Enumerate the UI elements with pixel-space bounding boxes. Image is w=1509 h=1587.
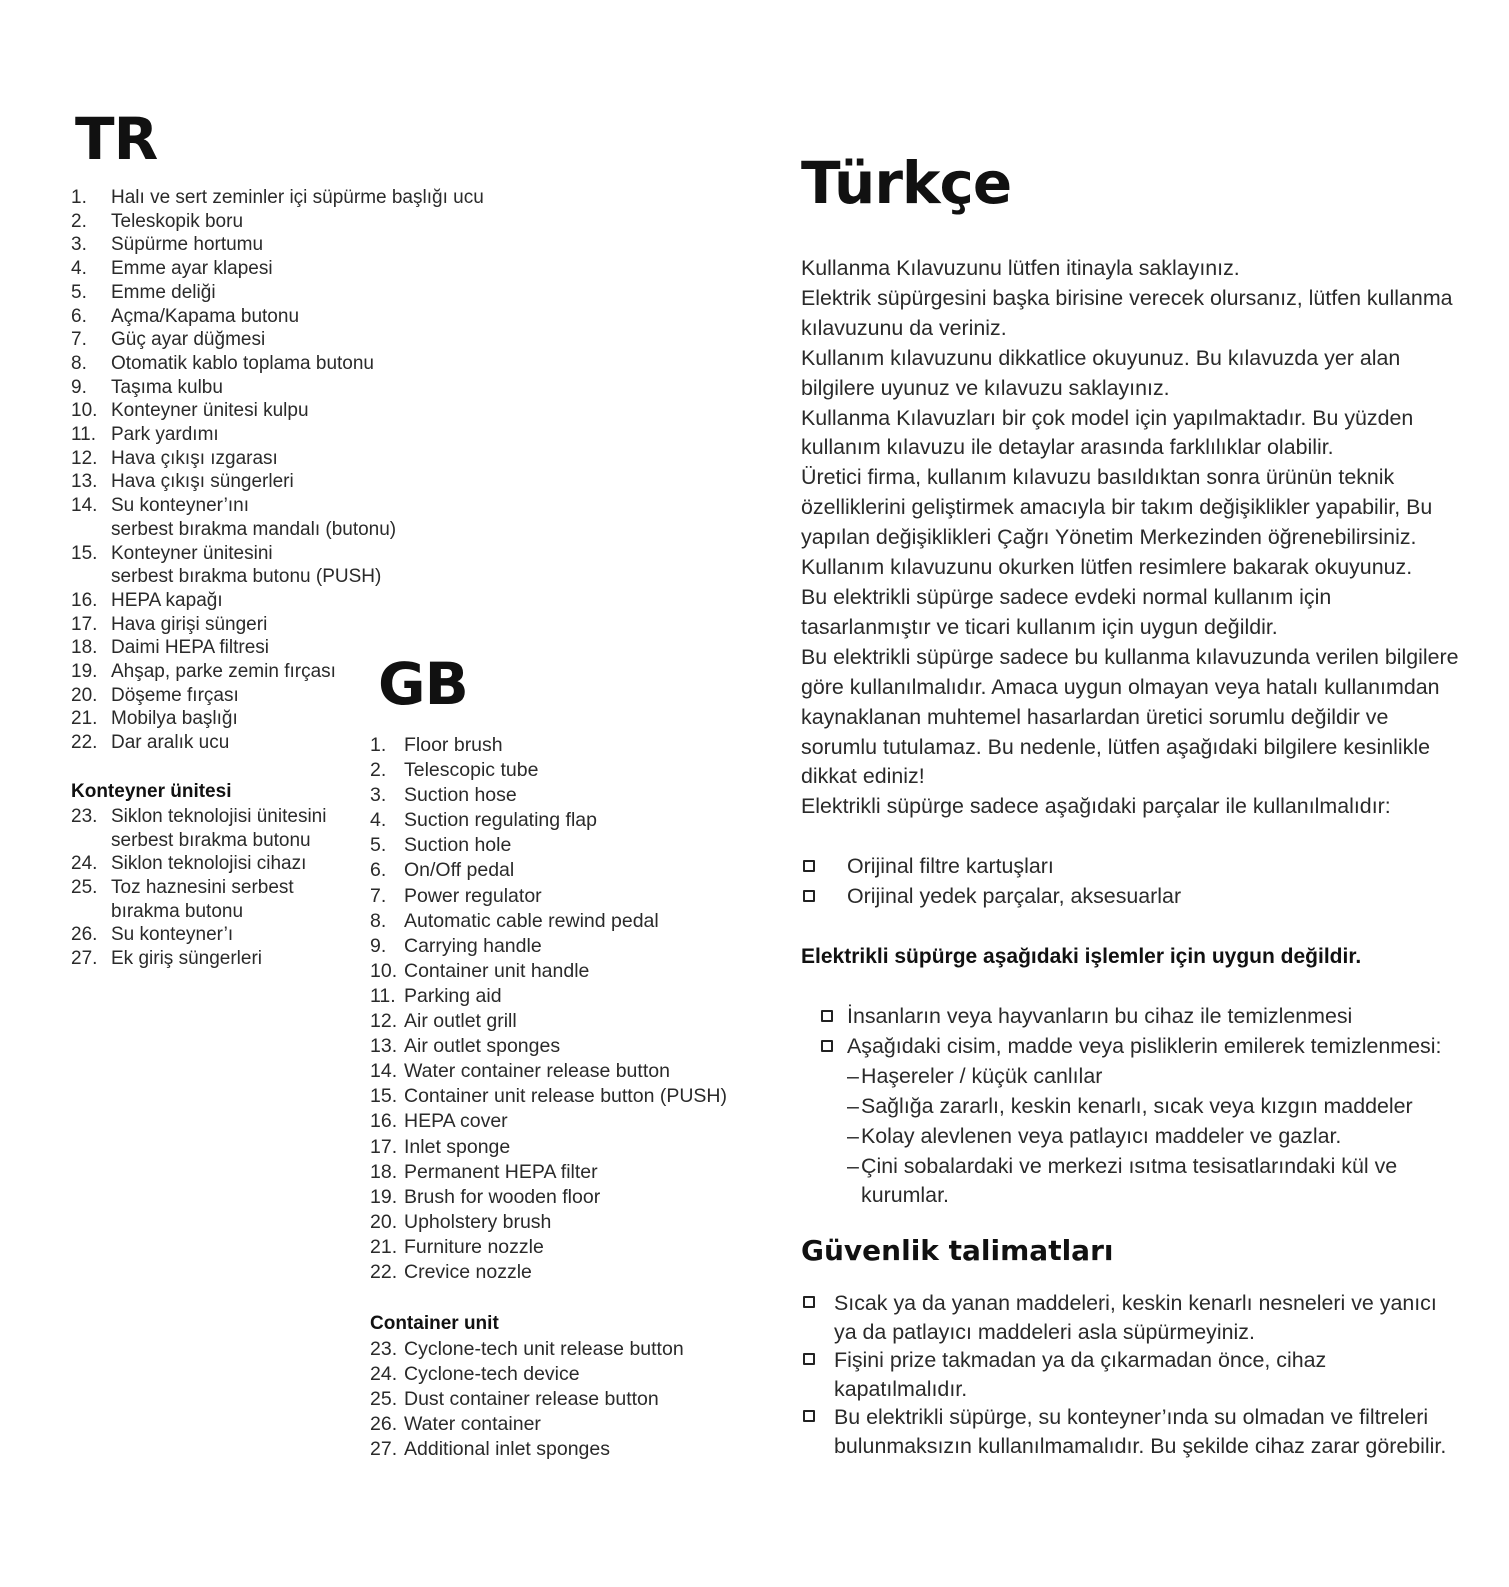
gb-part-item-label: Telescopic tube: [404, 759, 539, 782]
safety-heading: Güvenlik talimatları: [801, 1234, 1114, 1268]
gb-part-item-number: 13.: [370, 1035, 398, 1058]
gb-part-item: [370, 959, 770, 984]
gb-container-part-item-label: Water container: [404, 1413, 541, 1436]
dash-bullet-icon: –: [847, 1153, 859, 1178]
safety-item: [801, 1289, 1461, 1346]
checkbox-square-icon: [821, 1010, 833, 1022]
gb-part-item: [370, 1084, 770, 1109]
tr-part-item: [71, 542, 531, 589]
safety-item: [801, 1403, 1461, 1460]
gb-container-part-item-number: 26.: [370, 1413, 398, 1436]
tr-part-item-label: Daimi HEPA filtresi: [111, 637, 270, 659]
tr-container-part-item-number: 25.: [71, 876, 98, 898]
gb-part-item-label: Brush for wooden floor: [404, 1185, 601, 1208]
gb-container-part-item-label: Cyclone-tech device: [404, 1363, 580, 1386]
gb-container-part-item-number: 25.: [370, 1388, 398, 1411]
gb-container-part-item-number: 24.: [370, 1363, 398, 1386]
not-suitable-item-label: İnsanların veya hayvanların bu cihaz ile temizlenmesi: [847, 1004, 1353, 1029]
tr-part-item-label: Emme ayar klapesi: [111, 258, 273, 280]
required-parts-list: [801, 852, 1461, 912]
not-suitable-item: [801, 1002, 1461, 1032]
tr-container-part-item-number: 24.: [71, 853, 98, 875]
required-part-item: [801, 852, 1461, 882]
tr-part-item-number: 21.: [71, 708, 98, 730]
not-suitable-sub-item: [801, 1062, 1461, 1092]
gb-part-item-number: 21.: [370, 1235, 398, 1258]
gb-part-item-number: 16.: [370, 1110, 398, 1133]
gb-part-item-label: Automatic cable rewind pedal: [404, 909, 659, 932]
gb-container-part-item-number: 27.: [370, 1438, 398, 1461]
checkbox-square-icon: [803, 1410, 815, 1422]
gb-part-item: [370, 1135, 770, 1160]
gb-part-item: [370, 783, 770, 808]
required-part-item-label: Orijinal yedek parçalar, aksesuarlar: [847, 884, 1182, 909]
gb-part-item: [370, 758, 770, 783]
gb-part-item-number: 4.: [370, 809, 387, 832]
tr-part-item-number: 8.: [71, 352, 87, 374]
gb-part-item-label: Air outlet sponges: [404, 1035, 561, 1058]
gb-part-item-label: Container unit handle: [404, 959, 590, 982]
gb-part-item-number: 9.: [370, 934, 387, 957]
safety-item-label: Bu elektrikli süpürge, su konteyner’ında su olmadan ve filtreleri bulunmaksızın kullanılmamalıdır. Bu şekilde cihaz zarar görebilir.: [834, 1405, 1447, 1458]
gb-part-item-label: Suction hose: [404, 784, 517, 807]
tr-part-item-number: 6.: [71, 305, 87, 327]
tr-part-item: [71, 470, 531, 494]
dash-bullet-icon: –: [847, 1063, 859, 1088]
intro-paragraph: Üretici firma, kullanım kılavuzu basıldıktan sonra ürünün teknik özelliklerini geliştirmek amacıyla bir takım değişiklikler yapabilir, Bu yapılan değişiklikleri Çağrı Yönetim Merkezinden öğrenebilirsiniz.: [801, 465, 1433, 550]
tr-language-code: TR: [75, 105, 158, 173]
tr-container-part-item-label: Toz haznesini serbest bırakma butonu: [111, 876, 294, 922]
tr-part-item-label: Döşeme fırçası: [111, 684, 239, 706]
intro-paragraph: Kullanma Kılavuzunu lütfen itinayla saklayınız.: [801, 256, 1240, 280]
gb-part-item-number: 3.: [370, 784, 387, 807]
tr-container-part-item-number: 23.: [71, 805, 98, 827]
tr-part-item-number: 15.: [71, 542, 98, 564]
gb-part-item-number: 19.: [370, 1185, 398, 1208]
tr-part-item-label: Halı ve sert zeminler içi süpürme başlığı ucu: [111, 187, 484, 208]
tr-part-item-number: 14.: [71, 495, 98, 517]
not-suitable-sub-item: [801, 1152, 1461, 1212]
gb-part-item: [370, 1260, 770, 1285]
gb-part-item-label: Permanent HEPA filter: [404, 1160, 598, 1183]
not-suitable-sub-item-label: Haşereler / küçük canlılar: [861, 1063, 1103, 1088]
gb-part-item-number: 15.: [370, 1085, 398, 1108]
tr-part-item: [71, 352, 531, 376]
tr-part-item: [71, 494, 531, 541]
safety-item: [801, 1346, 1461, 1403]
gb-container-part-item: [370, 1387, 770, 1412]
gb-container-parts-list: [370, 1337, 770, 1462]
tr-part-item-number: 2.: [71, 210, 87, 232]
tr-part-item: [71, 447, 531, 471]
gb-part-item-number: 1.: [370, 734, 387, 756]
required-part-item-label: Orijinal filtre kartuşları: [847, 854, 1054, 879]
gb-part-item-label: Air outlet grill: [404, 1010, 517, 1033]
tr-part-item-number: 7.: [71, 329, 87, 351]
tr-part-item-number: 11.: [71, 424, 97, 446]
tr-part-item-number: 17.: [71, 613, 98, 635]
tr-part-item-number: 4.: [71, 258, 87, 280]
required-part-item: [801, 882, 1461, 912]
not-suitable-list: [801, 1002, 1461, 1211]
not-suitable-heading: Elektrikli süpürge aşağıdaki işlemler için uygun değildir.: [801, 945, 1362, 969]
tr-container-heading: Konteyner ünitesi: [71, 780, 232, 802]
tr-part-item-number: 3.: [71, 234, 87, 256]
gb-part-item-number: 20.: [370, 1210, 398, 1233]
gb-part-item: [370, 833, 770, 858]
not-suitable-sub-item-label: Sağlığa zararlı, keskin kenarlı, sıcak veya kızgın maddeler: [861, 1093, 1413, 1118]
tr-part-item: [71, 376, 531, 400]
intro-paragraphs: [801, 254, 1461, 822]
tr-part-item: [71, 328, 531, 352]
gb-part-item-label: Crevice nozzle: [404, 1260, 532, 1283]
not-suitable-sub-item: [801, 1092, 1461, 1122]
gb-part-item-label: Water container release button: [404, 1060, 670, 1083]
gb-part-item: [370, 733, 770, 758]
tr-part-item-number: 10.: [71, 400, 98, 422]
checkbox-square-icon: [803, 1296, 815, 1308]
not-suitable-sub-item-label: Kolay alevlenen veya patlayıcı maddeler ve gazlar.: [861, 1123, 1342, 1148]
checkbox-square-icon: [803, 1353, 815, 1365]
tr-container-part-item-label: Ek giriş süngerleri: [111, 948, 262, 970]
tr-part-item-label: Taşıma kulbu: [111, 376, 223, 398]
tr-part-item-number: 5.: [71, 281, 87, 303]
tr-container-part-item-label: Su konteyner’ı: [111, 924, 234, 946]
gb-part-item: [370, 1109, 770, 1134]
tr-container-part-item-number: 26.: [71, 924, 98, 946]
gb-language-code: GB: [378, 650, 468, 718]
safety-item-label: Fişini prize takmadan ya da çıkarmadan önce, cihaz kapatılmalıdır.: [834, 1348, 1327, 1401]
tr-container-part-item-number: 27.: [71, 948, 98, 970]
gb-part-item: [370, 858, 770, 883]
tr-part-item-label: Hava girişi süngeri: [111, 613, 268, 635]
tr-part-item-label: Su konteyner’ını serbest bırakma mandalı (butonu): [111, 495, 397, 540]
gb-container-part-item: [370, 1362, 770, 1387]
gb-part-item-label: Suction hole: [404, 834, 512, 857]
tr-part-item-label: Güç ayar düğmesi: [111, 329, 266, 351]
tr-part-item-number: 20.: [71, 684, 98, 706]
tr-part-item-number: 18.: [71, 637, 98, 659]
tr-part-item-label: Mobilya başlığı: [111, 708, 238, 730]
gb-part-item-number: 6.: [370, 859, 387, 882]
not-suitable-sub-item-label: Çini sobalardaki ve merkezi ısıtma tesisatlarındaki kül ve kurumlar.: [861, 1153, 1398, 1208]
intro-paragraph: Kullanım kılavuzunu dikkatlice okuyunuz. Bu kılavuzda yer alan bilgilere uyunuz ve kılavuzu saklayınız.: [801, 345, 1401, 400]
tr-part-item-label: HEPA kapağı: [111, 589, 223, 611]
gb-part-item: [370, 1034, 770, 1059]
tr-part-item: [71, 589, 531, 613]
gb-part-item-label: Carrying handle: [404, 934, 542, 957]
gb-part-item-label: Upholstery brush: [404, 1210, 552, 1233]
not-suitable-item: [801, 1032, 1461, 1062]
intro-paragraph: Elektrikli süpürge sadece aşağıdaki parçalar ile kullanılmalıdır:: [801, 794, 1391, 819]
tr-part-item-label: Park yardımı: [111, 424, 219, 446]
gb-container-part-item-label: Dust container release button: [404, 1388, 659, 1411]
tr-part-item-number: 13.: [71, 471, 98, 493]
gb-container-part-item: [370, 1437, 770, 1462]
tr-container-part-item-label: Siklon teknolojisi cihazı: [111, 853, 307, 875]
gb-part-item: [370, 808, 770, 833]
gb-part-item-label: Power regulator: [404, 884, 542, 907]
gb-part-item-number: 17.: [370, 1135, 398, 1158]
page-title: Türkçe: [801, 149, 1012, 217]
tr-part-item-label: Hava çıkışı süngerleri: [111, 471, 294, 493]
gb-container-part-item: [370, 1412, 770, 1437]
tr-part-item-label: Açma/Kapama butonu: [111, 305, 300, 327]
checkbox-square-icon: [803, 860, 815, 872]
tr-part-item-number: 1.: [71, 187, 87, 208]
gb-part-item-number: 8.: [370, 909, 387, 932]
gb-part-item-label: Container unit release button (PUSH): [404, 1085, 727, 1108]
gb-part-item-number: 12.: [370, 1010, 398, 1033]
dash-bullet-icon: –: [847, 1123, 859, 1148]
gb-part-item-label: Floor brush: [404, 734, 503, 756]
tr-part-item: [71, 257, 531, 281]
gb-part-item-label: Inlet sponge: [404, 1135, 511, 1158]
tr-part-item-number: 16.: [71, 589, 98, 611]
gb-part-item-label: Furniture nozzle: [404, 1235, 544, 1258]
tr-part-item: [71, 399, 531, 423]
safety-list: [801, 1289, 1461, 1460]
gb-part-item-number: 2.: [370, 759, 387, 782]
tr-part-item-label: Dar aralık ucu: [111, 732, 230, 754]
not-suitable-item-label: Aşağıdaki cisim, madde veya pisliklerin emilerek temizlenmesi:: [847, 1033, 1442, 1058]
intro-paragraph: Bu elektrikli süpürge sadece bu kullanma kılavuzunda verilen bilgilere göre kullanılmalıdır. Amaca uygun olmayan veya hatalı kullanımdan kaynaklanan muhtemel hasarlardan üretici sorumlu değildir ve sorumlu tutulamaz. Bu nedenle, lütfen aşağıdaki bilgilere kesinlikle dikkat ediniz!: [801, 644, 1459, 789]
turkish-instructions-column: [801, 148, 1461, 1460]
tr-part-item-label: Konteyner ünitesi kulpu: [111, 400, 309, 422]
gb-container-part-item-label: Additional inlet sponges: [404, 1438, 610, 1461]
safety-item-label: Sıcak ya da yanan maddeleri, keskin kenarlı nesneleri ve yanıcı ya da patlayıcı maddeleri asla süpürmeyiniz.: [834, 1291, 1437, 1344]
intro-paragraph: Elektrik süpürgesini başka birisine verecek olursanız, lütfen kullanma kılavuzunu da veriniz.: [801, 285, 1453, 340]
gb-part-item-label: Parking aid: [404, 984, 502, 1007]
intro-paragraph: Kullanma Kılavuzları bir çok model için yapılmaktadır. Bu yüzden kullanım kılavuzu ile detaylar arasında farklılıklar olabilir.: [801, 405, 1414, 460]
checkbox-square-icon: [803, 890, 815, 902]
tr-part-item-label: Otomatik kablo toplama butonu: [111, 352, 374, 374]
tr-part-item-number: 22.: [71, 732, 98, 754]
gb-container-part-item: [370, 1337, 770, 1362]
tr-part-item-label: Hava çıkışı ızgarası: [111, 447, 278, 469]
checkbox-square-icon: [821, 1040, 833, 1052]
tr-part-item: [71, 281, 531, 305]
gb-part-item: [370, 934, 770, 959]
tr-part-item-number: 19.: [71, 661, 98, 683]
gb-part-item: [370, 1185, 770, 1210]
tr-part-item-number: 9.: [71, 376, 87, 398]
intro-paragraph: Kullanım kılavuzunu okurken lütfen resimlere bakarak okuyunuz.: [801, 555, 1413, 580]
intro-paragraph: Bu elektrikli süpürge sadece evdeki normal kullanım için tasarlanmıştır ve ticari kullanım için uygun değildir.: [801, 584, 1332, 639]
gb-part-item: [370, 1160, 770, 1185]
tr-part-item: [71, 210, 531, 234]
not-suitable-sublist: [801, 1062, 1461, 1212]
tr-part-item: [71, 305, 531, 329]
tr-part-item: [71, 613, 531, 637]
tr-part-item-label: Süpürme hortumu: [111, 234, 264, 256]
gb-part-item: [370, 909, 770, 934]
tr-container-part-item-label: Siklon teknolojisi ünitesini serbest bırakma butonu: [111, 805, 327, 851]
gb-part-item: [370, 884, 770, 909]
not-suitable-sub-item: [801, 1122, 1461, 1152]
tr-part-item-number: 12.: [71, 447, 98, 469]
gb-part-item: [370, 1210, 770, 1235]
tr-part-item: [71, 423, 531, 447]
gb-part-item-label: HEPA cover: [404, 1110, 508, 1133]
gb-parts-column: [370, 650, 770, 1463]
gb-part-item-label: On/Off pedal: [404, 859, 515, 882]
gb-part-item-number: 10.: [370, 959, 398, 982]
tr-part-item-label: Teleskopik boru: [111, 210, 244, 232]
gb-parts-list: [370, 733, 770, 1285]
gb-part-item-number: 7.: [370, 884, 387, 907]
gb-part-item: [370, 984, 770, 1009]
gb-container-heading: Container unit: [370, 1313, 499, 1335]
gb-part-item: [370, 1235, 770, 1260]
tr-part-item: [71, 233, 531, 257]
dash-bullet-icon: –: [847, 1093, 859, 1118]
gb-part-item-number: 22.: [370, 1260, 398, 1283]
gb-part-item-number: 11.: [370, 984, 396, 1007]
tr-part-item-label: Ahşap, parke zemin fırçası: [111, 661, 336, 683]
gb-part-item-number: 5.: [370, 834, 387, 857]
gb-part-item: [370, 1009, 770, 1034]
gb-container-part-item-label: Cyclone-tech unit release button: [404, 1338, 684, 1361]
gb-part-item-number: 14.: [370, 1060, 398, 1083]
tr-part-item-label: Konteyner ünitesini serbest bırakma butonu (PUSH): [111, 542, 382, 588]
gb-part-item-number: 18.: [370, 1160, 398, 1183]
gb-part-item-label: Suction regulating flap: [404, 809, 597, 832]
tr-part-item: [71, 186, 531, 210]
gb-container-part-item-number: 23.: [370, 1338, 398, 1361]
tr-part-item-label: Emme deliği: [111, 281, 216, 303]
gb-part-item: [370, 1059, 770, 1084]
